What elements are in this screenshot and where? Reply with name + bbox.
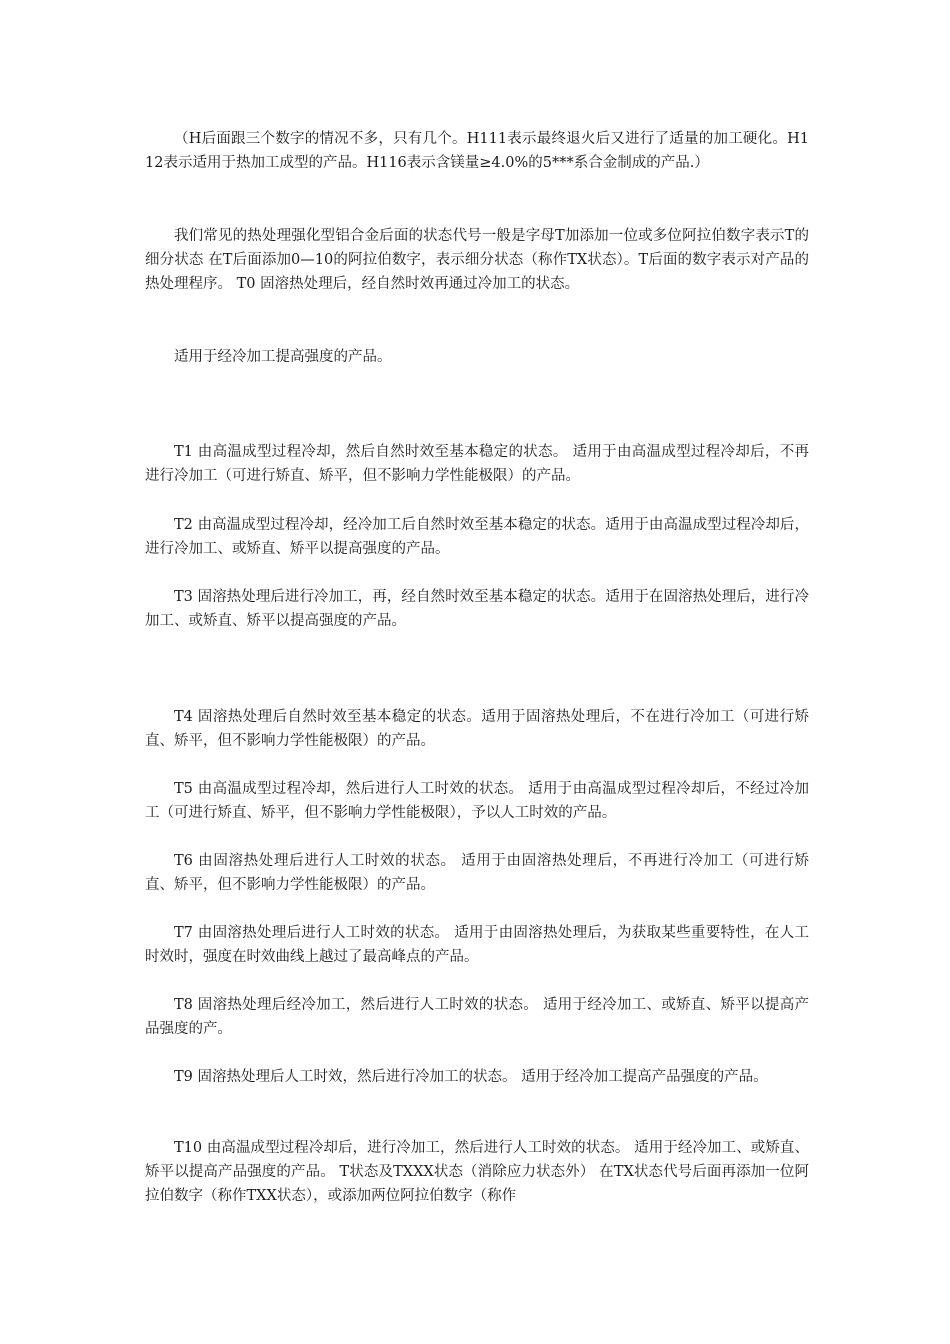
paragraph-t2: T2 由高温成型过程冷却，经冷加工后自然时效至基本稳定的状态。适用于由高温成型过程冷却后，进行冷加工、或矫直、矫平以提高强度的产品。 (145, 517, 809, 557)
paragraph-t4: T4 固溶热处理后自然时效至基本稳定的状态。适用于固溶热处理后，不在进行冷加工（可进行矫直、矫平，但不影响力学性能极限）的产品。 (145, 709, 809, 749)
paragraph-t8: T8 固溶热处理后经冷加工，然后进行人工时效的状态。 适用于经冷加工、或矫直、矫平以提高产品强度的产。 (145, 997, 809, 1037)
paragraph-t0-usage: 适用于经冷加工提高强度的产品。 (174, 349, 392, 365)
paragraph-t-state-intro: 我们常见的热处理强化型铝合金后面的状态代号一般是字母T加添加一位或多位阿拉伯数字表示T的细分状态 在T后面添加0—10的阿拉伯数字，表示细分状态（称作TX状态）。T后面的数字表示对产品的热处理程序。 T0 固溶热处理后，经自然时效再通过冷加工的状态。 (145, 228, 809, 292)
paragraph-h-three-digit-note: （H后面跟三个数字的情况不多，只有几个。H111表示最终退火后又进行了适量的加工硬化。H112表示适用于热加工成型的产品。H116表示含镁量≥4.0%的5***系合金制成的产品.） (145, 131, 809, 171)
paragraph-t6: T6 由固溶热处理后进行人工时效的状态。 适用于由固溶热处理后，不再进行冷加工（可进行矫直、矫平，但不影响力学性能极限）的产品。 (145, 853, 809, 893)
paragraph-t3: T3 固溶热处理后进行冷加工，再，经自然时效至基本稳定的状态。适用于在固溶热处理后，进行冷加工、或矫直、矫平以提高强度的产品。 (145, 589, 809, 629)
paragraph-t10: T10 由高温成型过程冷却后，进行冷加工，然后进行人工时效的状态。 适用于经冷加工、或矫直、矫平以提高产品强度的产品。 T状态及TXXX状态（消除应力状态外） 在TX状态代号后面再添加一位阿拉伯数字（称作TXX状态），或添加两位阿拉伯数字（称作 (145, 1140, 809, 1204)
paragraph-t9: T9 固溶热处理后人工时效，然后进行冷加工的状态。 适用于经冷加工提高产品强度的产品。 (174, 1069, 768, 1085)
paragraph-t7: T7 由固溶热处理后进行人工时效的状态。 适用于由固溶热处理后，为获取某些重要特性，在人工时效时，强度在时效曲线上越过了最高峰点的产品。 (145, 925, 809, 965)
paragraph-t5: T5 由高温成型过程冷却，然后进行人工时效的状态。 适用于由高温成型过程冷却后，不经过冷加工（可进行矫直、矫平，但不影响力学性能极限），予以人工时效的产品。 (145, 781, 809, 821)
paragraph-t1: T1 由高温成型过程冷却，然后自然时效至基本稳定的状态。 适用于由高温成型过程冷却后，不再进行冷加工（可进行矫直、矫平，但不影响力学性能极限）的产品。 (145, 444, 809, 484)
